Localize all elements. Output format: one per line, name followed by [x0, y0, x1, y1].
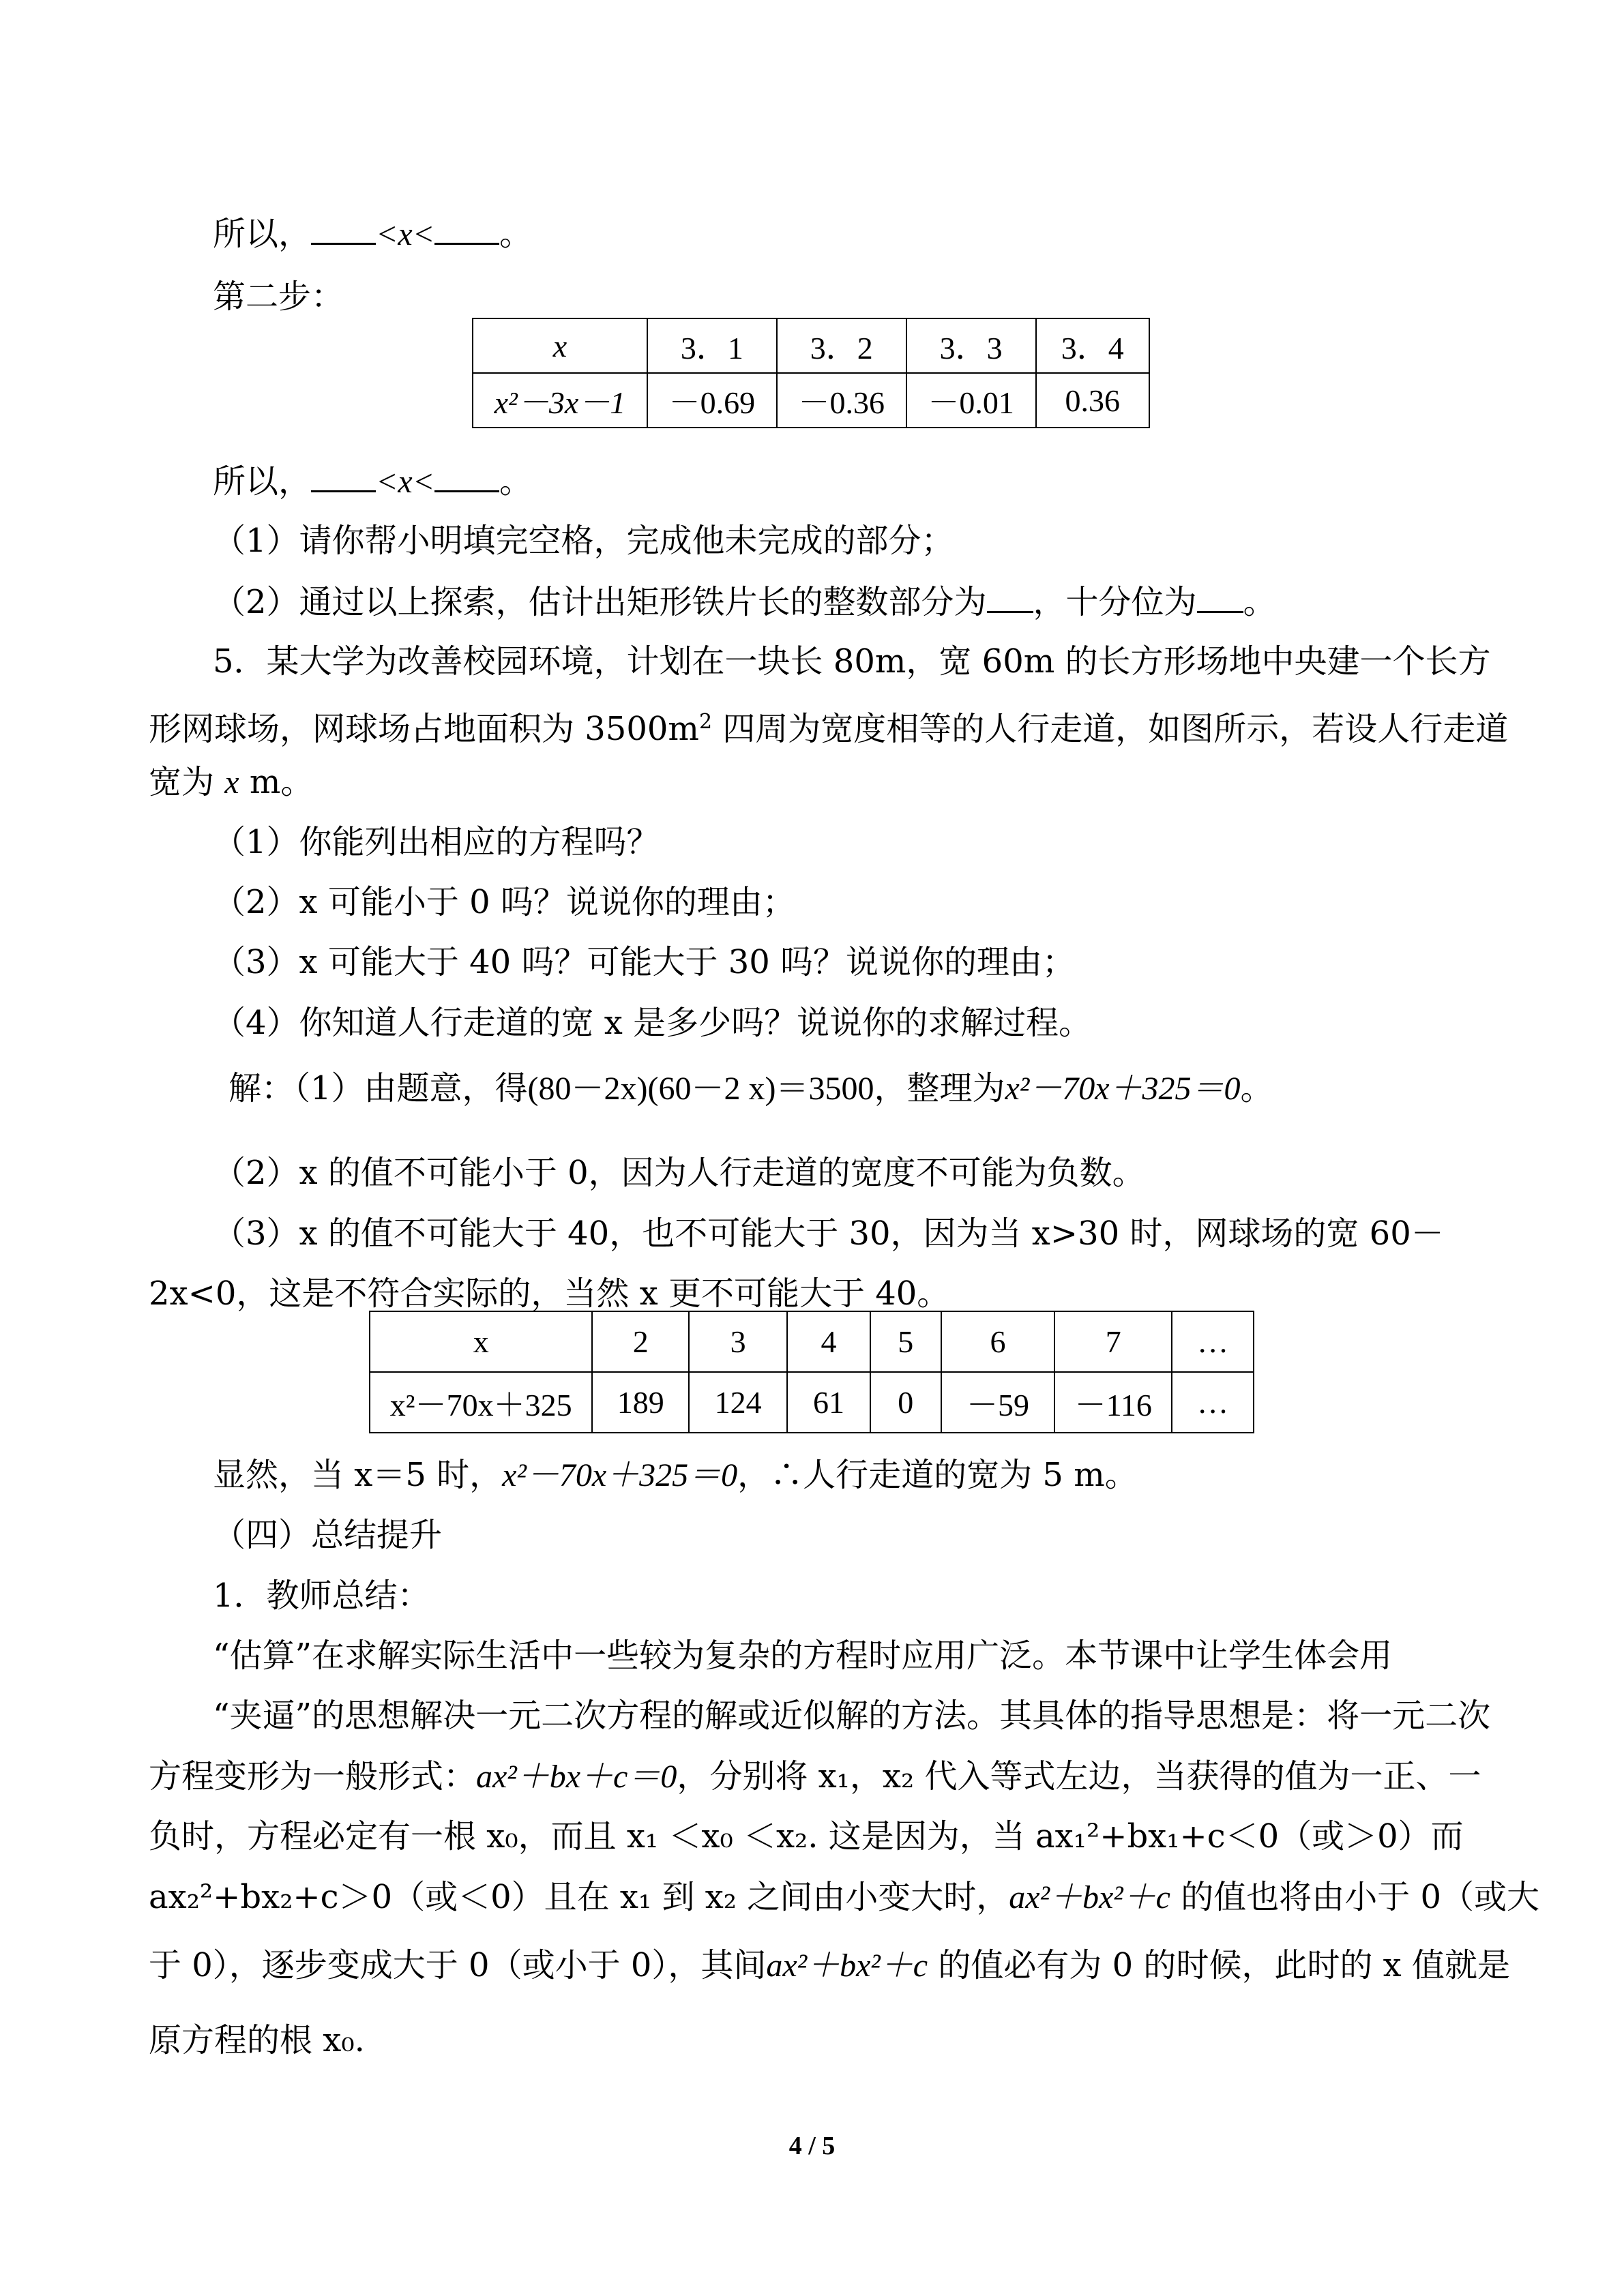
text: ，分别将 x₁，x₂ 代入等式左边，当获得的值为一正、一 — [677, 1757, 1481, 1795]
equation: x²－70x＋325＝0 — [502, 1457, 738, 1493]
answer-blank[interactable] — [434, 460, 499, 492]
estimation-table-2 — [369, 1311, 1254, 1433]
period: 。 — [499, 215, 533, 253]
summary-line-1: “估算”在求解实际生活中一些较为复杂的方程时应用广泛。本节课中让学生体会用 — [213, 1637, 1393, 1675]
text: 。 — [1240, 1069, 1273, 1107]
task-2 — [213, 581, 1276, 623]
table-cell: 124 — [689, 1372, 787, 1433]
task-text: 。 — [1243, 583, 1276, 621]
text: 显然，当 x＝5 时， — [213, 1456, 503, 1494]
summary-line-3 — [149, 1756, 1481, 1798]
task-1: （1）请你帮小明填完空格，完成他未完成的部分； — [213, 522, 954, 560]
table-cell: 3．2 — [777, 318, 906, 373]
answer-blank[interactable] — [311, 213, 376, 245]
equation: ax²＋bx＋c＝0 — [476, 1759, 677, 1795]
page-number: 4 / 5 — [788, 2132, 836, 2160]
summary-line-5 — [149, 1877, 1539, 1918]
table-cell: 189 — [592, 1372, 689, 1433]
conclusion-prefix: 所以， — [213, 462, 312, 501]
table-cell: －0.36 — [777, 373, 906, 428]
inequality: <x< — [376, 464, 435, 500]
text: 的值必有为 0 的时候，此时的 x 值就是 — [928, 1946, 1511, 1984]
answer-blank[interactable] — [311, 460, 376, 492]
table-cell: －0.69 — [647, 373, 777, 428]
step2-label: 第二步： — [213, 278, 344, 316]
task-text: （2）通过以上探索，估计出矩形铁片长的整数部分为 — [213, 583, 987, 621]
table-header-cell: x — [473, 318, 647, 373]
table-cell: 0 — [870, 1372, 941, 1433]
text: 于 0），逐步变成大于 0（或小于 0），其间 — [149, 1946, 767, 1984]
equation: x²－70x＋325＝0 — [1005, 1071, 1241, 1107]
table-cell: －0.01 — [906, 373, 1036, 428]
sub-question-1: （1）你能列出相应的方程吗？ — [213, 823, 660, 861]
text: 解：（1）由题意，得 — [228, 1069, 528, 1107]
answer-blank[interactable] — [1197, 581, 1243, 613]
table-cell: －116 — [1054, 1372, 1172, 1433]
summary-line-7: 原方程的根 x₀. — [149, 2021, 365, 2059]
summary-line-2: “夹逼”的思想解决一元二次方程的解或近似解的方法。其具体的指导思想是：将一元二次 — [213, 1697, 1491, 1735]
conclusion-prefix: 所以， — [213, 215, 312, 253]
text: 的值也将由小于 0（或大 — [1170, 1878, 1540, 1916]
answer-blank[interactable] — [987, 581, 1033, 613]
text: ，整理为 — [874, 1069, 1005, 1107]
table-cell: 0.36 — [1036, 373, 1149, 428]
text: 宽为 — [149, 763, 225, 801]
text: 形网球场，网球场占地面积为 3500m — [149, 710, 699, 748]
table-cell: 6 — [941, 1311, 1055, 1372]
text: ，∴人行走道的宽为 5 m。 — [737, 1456, 1138, 1494]
question-5-line-2 — [149, 702, 1508, 749]
equation: (80－2x)(60－2 x)＝3500 — [527, 1071, 874, 1107]
table-cell: … — [1172, 1372, 1254, 1433]
text: 四周为宽度相等的人行走道，如图所示，若设人行走道 — [712, 710, 1509, 748]
estimation-table-1 — [472, 318, 1150, 428]
table-header-cell: x²－70x＋325 — [370, 1372, 592, 1433]
task-text: ，十分位为 — [1033, 583, 1197, 621]
step1-conclusion — [213, 213, 532, 255]
summary-line-6 — [149, 1945, 1510, 1986]
question-5-line-1: 5．某大学为改善校园环境，计划在一块长 80m，宽 60m 的长方形场地中央建一个长方 — [213, 642, 1491, 681]
summary-line-4: 负时，方程必定有一根 x₀，而且 x₁ ＜x₀ ＜x₂. 这是因为，当 ax₁²+bx₁+c＜0（或＞0）而 — [149, 1817, 1464, 1855]
table-cell: －59 — [941, 1372, 1055, 1433]
variable: x — [224, 764, 239, 801]
solution-3-line-1: （3）x 的值不可能大于 40，也不可能大于 30，因为当 x>30 时，网球场的宽 60－ — [213, 1214, 1444, 1253]
solution-3-line-2: 2x<0，这是不符合实际的，当然 x 更不可能大于 40。 — [149, 1274, 950, 1313]
period: 。 — [499, 462, 533, 501]
step2-conclusion — [213, 460, 532, 503]
question-5-line-3 — [149, 762, 313, 803]
inequality: <x< — [376, 216, 435, 252]
table-cell: 5 — [870, 1311, 941, 1372]
table-cell: 3．4 — [1036, 318, 1149, 373]
text: m。 — [239, 763, 314, 801]
sub-question-3: （3）x 可能大于 40 吗？可能大于 30 吗？说说你的理由； — [213, 943, 1076, 981]
table-row — [473, 318, 1149, 373]
equation: ax²＋bx²＋c — [766, 1948, 928, 1984]
table-cell: 3 — [689, 1311, 787, 1372]
solution-1 — [228, 1068, 1273, 1109]
sub-question-4: （4）你知道人行走道的宽 x 是多少吗？说说你的求解过程。 — [213, 1004, 1092, 1042]
text: ax₂²+bx₂+c＞0（或＜0）且在 x₁ 到 x₂ 之间由小变大时， — [149, 1878, 1009, 1916]
answer-blank[interactable] — [434, 213, 499, 245]
section-heading: （四）总结提升 — [213, 1516, 443, 1554]
table-cell: … — [1172, 1311, 1254, 1372]
sub-question-2: （2）x 可能小于 0 吗？说说你的理由； — [213, 883, 795, 921]
table-row — [370, 1311, 1254, 1372]
superscript: 2 — [698, 710, 713, 734]
equation: ax²＋bx²＋c — [1009, 1879, 1170, 1915]
table-header-cell: x²－3x－1 — [473, 373, 647, 428]
table-cell: 61 — [787, 1372, 870, 1433]
table-cell: 4 — [787, 1311, 870, 1372]
table-row — [473, 373, 1149, 428]
table-header-cell: x — [370, 1311, 592, 1372]
table-cell: 3．1 — [647, 318, 777, 373]
table-cell: 7 — [1054, 1311, 1172, 1372]
summary-title: 1．教师总结： — [213, 1577, 430, 1615]
table-cell: 2 — [592, 1311, 689, 1372]
solution-2: （2）x 的值不可能小于 0，因为人行走道的宽度不可能为负数。 — [213, 1154, 1145, 1192]
table-cell: 3．3 — [906, 318, 1036, 373]
table-row — [370, 1372, 1254, 1433]
solution-final — [213, 1455, 1138, 1496]
text: 方程变形为一般形式： — [149, 1757, 477, 1795]
